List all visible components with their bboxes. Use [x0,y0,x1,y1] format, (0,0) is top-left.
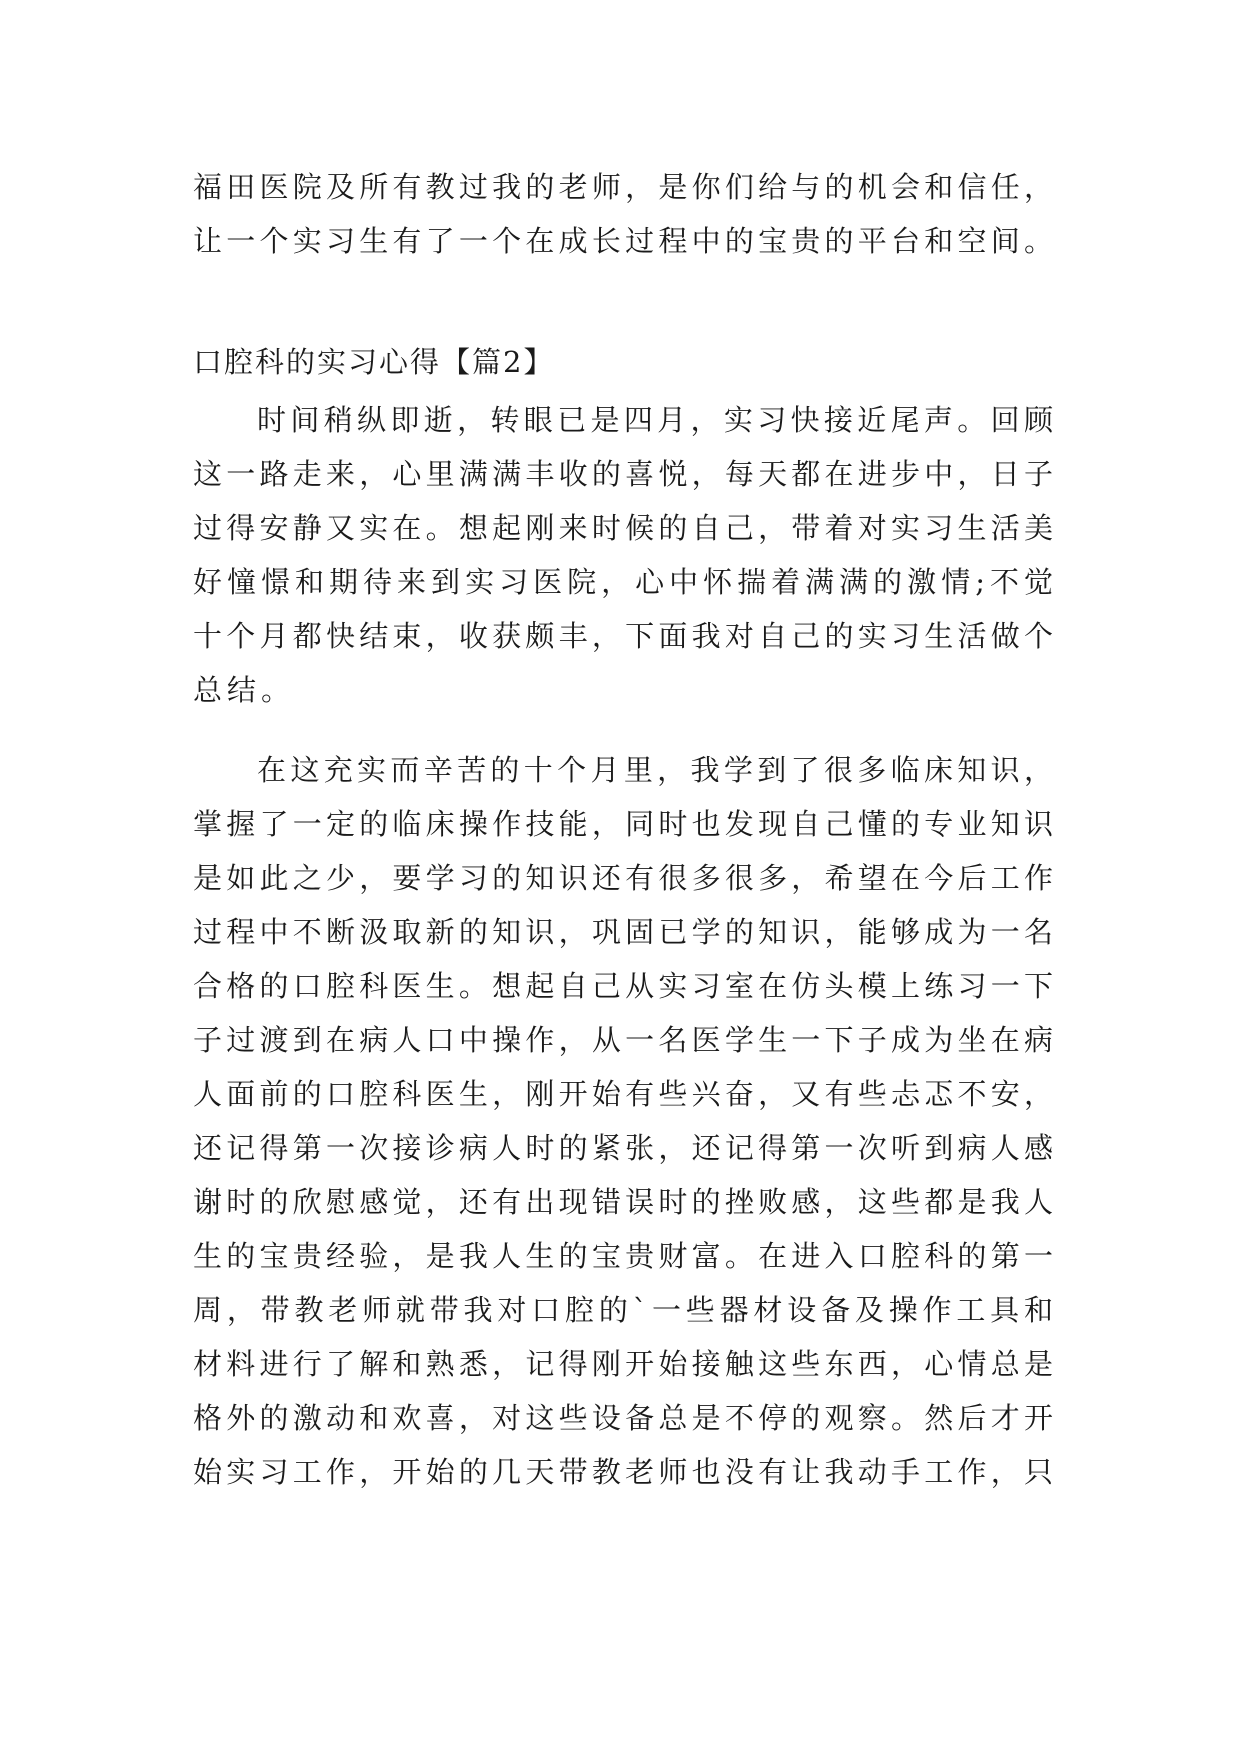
text-line: 十个月都快结束，收获颇丰，下面我对自己的实习生活做个 [193,619,1053,653]
section-heading-container [193,335,1053,389]
text-line: 生的宝贵经验，是我人生的宝贵财富。在进入口腔科的第一 [193,1239,1053,1273]
text-line: 过程中不断汲取新的知识，巩固已学的知识，能够成为一名 [193,915,1053,949]
text-line: 还记得第一次接诊病人时的紧张，还记得第一次听到病人感 [193,1131,1053,1165]
text-line: 是如此之少，要学习的知识还有很多很多，希望在今后工作 [193,861,1053,895]
intro-paragraph [193,160,1053,268]
text-line: 时间稍纵即逝，转眼已是四月，实习快接近尾声。回顾 [257,403,1053,437]
text-line: 过得安静又实在。想起刚来时候的自己，带着对实习生活美 [193,511,1053,545]
text-line: 好憧憬和期待来到实习医院，心中怀揣着满满的激情;不觉 [193,565,1053,599]
text-line: 让一个实习生有了一个在成长过程中的宝贵的平台和空间。 [193,224,1053,258]
paragraph-1 [193,393,1053,717]
text-line: 谢时的欣慰感觉，还有出现错误时的挫败感，这些都是我人 [193,1185,1053,1219]
text-line: 在这充实而辛苦的十个月里，我学到了很多临床知识， [257,753,1053,787]
text-line: 子过渡到在病人口中操作，从一名医学生一下子成为坐在病 [193,1023,1053,1057]
text-line: 合格的口腔科医生。想起自己从实习室在仿头模上练习一下 [193,969,1053,1003]
text-line: 始实习工作，开始的几天带教老师也没有让我动手工作，只 [193,1455,1053,1489]
section-heading: 口腔科的实习心得【篇2】 [193,345,555,379]
text-line: 人面前的口腔科医生，刚开始有些兴奋，又有些忐忑不安， [193,1077,1053,1111]
text-line: 掌握了一定的临床操作技能，同时也发现自己懂的专业知识 [193,807,1053,841]
text-line: 周，带教老师就带我对口腔的`一些器材设备及操作工具和 [193,1293,1053,1327]
text-line: 福田医院及所有教过我的老师，是你们给与的机会和信任， [193,170,1053,204]
text-line: 这一路走来，心里满满丰收的喜悦，每天都在进步中，日子 [193,457,1053,491]
paragraph-2 [193,743,1053,1499]
text-line: 总结。 [193,673,296,707]
text-line: 材料进行了解和熟悉，记得刚开始接触这些东西，心情总是 [193,1347,1053,1381]
text-line: 格外的激动和欢喜，对这些设备总是不停的观察。然后才开 [193,1401,1053,1435]
